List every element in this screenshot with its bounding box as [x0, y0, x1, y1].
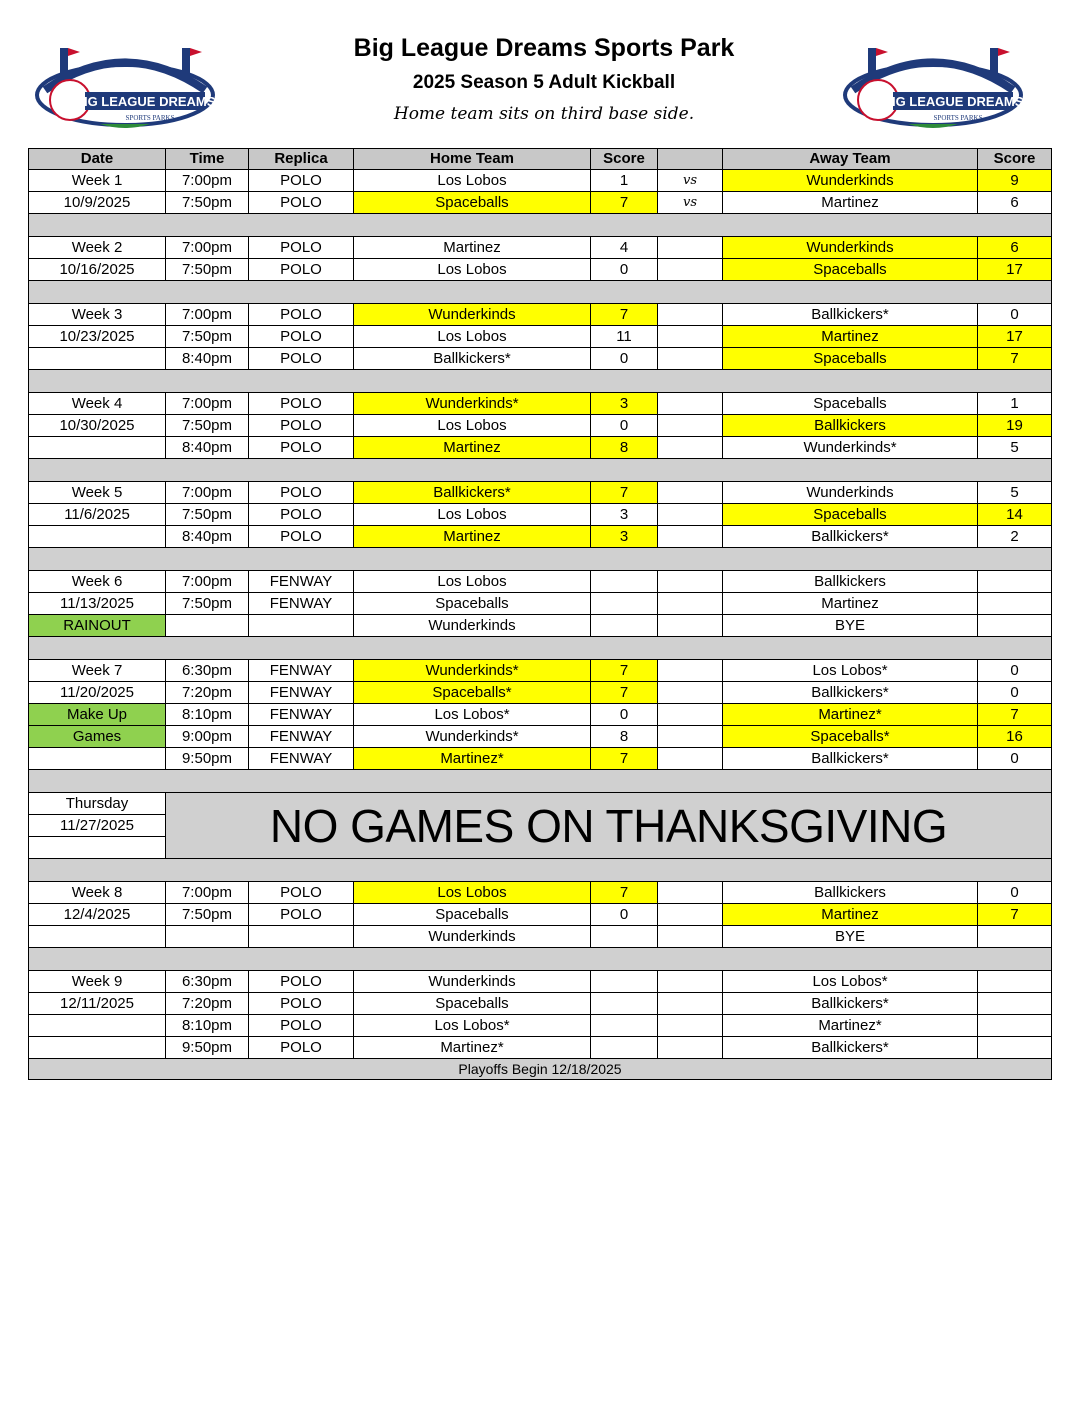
home-team-cell: Wunderkinds: [354, 926, 591, 948]
date-cell: Week 3: [29, 304, 166, 326]
away-team-cell: Martinez*: [723, 704, 978, 726]
away-score-cell: [978, 615, 1052, 637]
separator-cell: [29, 548, 1052, 571]
away-team-cell: Spaceballs: [723, 504, 978, 526]
game-row: [29, 571, 1052, 593]
away-team-cell: Wunderkinds*: [723, 437, 978, 459]
date-cell: Week 9: [29, 971, 166, 993]
away-score-cell: [978, 1037, 1052, 1059]
date-cell: RAINOUT: [29, 615, 166, 637]
home-score-cell: 0: [591, 259, 658, 281]
away-team-cell: Ballkickers: [723, 415, 978, 437]
replica-cell: POLO: [249, 1015, 354, 1037]
replica-cell: POLO: [249, 904, 354, 926]
vs-cell: [658, 593, 723, 615]
col-home-team: Home Team: [354, 149, 591, 170]
replica-cell: POLO: [249, 259, 354, 281]
vs-cell: [658, 259, 723, 281]
week-separator: [29, 281, 1052, 304]
away-team-cell: Wunderkinds: [723, 482, 978, 504]
home-score-cell: [591, 615, 658, 637]
away-score-cell: 2: [978, 526, 1052, 548]
separator-cell: [29, 770, 1052, 793]
away-team-cell: Martinez: [723, 904, 978, 926]
replica-cell: FENWAY: [249, 593, 354, 615]
home-team-cell: Ballkickers*: [354, 348, 591, 370]
game-row: [29, 904, 1052, 926]
vs-cell: [658, 393, 723, 415]
home-team-note: Home team sits on third base side.: [393, 104, 695, 124]
replica-cell: POLO: [249, 526, 354, 548]
home-team-cell: Martinez: [354, 526, 591, 548]
home-team-cell: Spaceballs*: [354, 682, 591, 704]
home-score-cell: 3: [591, 526, 658, 548]
away-team-cell: Ballkickers: [723, 571, 978, 593]
home-score-cell: 3: [591, 504, 658, 526]
away-team-cell: Martinez*: [723, 1015, 978, 1037]
home-team-cell: Los Lobos: [354, 170, 591, 192]
date-cell: [29, 437, 166, 459]
replica-cell: POLO: [249, 326, 354, 348]
time-cell: 8:40pm: [166, 437, 249, 459]
time-cell: 8:10pm: [166, 1015, 249, 1037]
home-team-cell: Wunderkinds: [354, 971, 591, 993]
home-team-cell: Spaceballs: [354, 192, 591, 214]
home-score-cell: 8: [591, 726, 658, 748]
time-cell: 8:40pm: [166, 526, 249, 548]
away-score-cell: 5: [978, 437, 1052, 459]
home-team-cell: Spaceballs: [354, 993, 591, 1015]
home-score-cell: 11: [591, 326, 658, 348]
game-row: [29, 971, 1052, 993]
away-team-cell: Ballkickers*: [723, 304, 978, 326]
big-league-dreams-logo-right: [838, 40, 1028, 130]
home-team-cell: Spaceballs: [354, 904, 591, 926]
replica-cell: POLO: [249, 237, 354, 259]
week-separator: [29, 370, 1052, 393]
date-cell: 10/9/2025: [29, 192, 166, 214]
game-row: [29, 259, 1052, 281]
vs-cell: [658, 748, 723, 770]
time-cell: 7:50pm: [166, 326, 249, 348]
home-score-cell: 1: [591, 170, 658, 192]
game-row: [29, 482, 1052, 504]
vs-cell: [658, 504, 723, 526]
away-score-cell: 17: [978, 326, 1052, 348]
away-team-cell: Ballkickers*: [723, 682, 978, 704]
away-team-cell: Los Lobos*: [723, 971, 978, 993]
col-replica: Replica: [249, 149, 354, 170]
vs-cell: [658, 682, 723, 704]
week-separator: [29, 459, 1052, 482]
home-score-cell: 7: [591, 660, 658, 682]
home-score-cell: [591, 993, 658, 1015]
separator-cell: [29, 214, 1052, 237]
time-cell: 7:50pm: [166, 593, 249, 615]
vs-cell: [658, 326, 723, 348]
date-cell: Games: [29, 726, 166, 748]
away-team-cell: Wunderkinds: [723, 237, 978, 259]
time-cell: 7:00pm: [166, 482, 249, 504]
col-away-team: Away Team: [723, 149, 978, 170]
time-cell: 7:50pm: [166, 259, 249, 281]
time-cell: 9:00pm: [166, 726, 249, 748]
away-score-cell: 5: [978, 482, 1052, 504]
time-cell: 7:50pm: [166, 415, 249, 437]
replica-cell: [249, 926, 354, 948]
replica-cell: POLO: [249, 393, 354, 415]
away-score-cell: 6: [978, 237, 1052, 259]
time-cell: 7:00pm: [166, 237, 249, 259]
time-cell: 7:00pm: [166, 571, 249, 593]
away-score-cell: 0: [978, 682, 1052, 704]
game-row: [29, 393, 1052, 415]
replica-cell: POLO: [249, 504, 354, 526]
svg-text:SPORTS PARKS: SPORTS PARKS: [933, 114, 983, 122]
home-team-cell: Spaceballs: [354, 593, 591, 615]
date-cell: 10/30/2025: [29, 415, 166, 437]
away-score-cell: 7: [978, 904, 1052, 926]
game-row: [29, 660, 1052, 682]
vs-cell: [658, 660, 723, 682]
game-row: [29, 748, 1052, 770]
home-team-cell: Martinez*: [354, 1037, 591, 1059]
home-team-cell: Los Lobos: [354, 259, 591, 281]
time-cell: 6:30pm: [166, 660, 249, 682]
game-row: [29, 526, 1052, 548]
away-team-cell: BYE: [723, 615, 978, 637]
away-team-cell: Martinez: [723, 593, 978, 615]
vs-cell: vs: [658, 170, 723, 192]
game-row: [29, 304, 1052, 326]
date-cell: [29, 926, 166, 948]
time-cell: 7:50pm: [166, 504, 249, 526]
home-team-cell: Wunderkinds*: [354, 726, 591, 748]
date-cell: Week 7: [29, 660, 166, 682]
home-score-cell: 0: [591, 348, 658, 370]
date-cell: 10/23/2025: [29, 326, 166, 348]
time-cell: 7:20pm: [166, 993, 249, 1015]
replica-cell: POLO: [249, 304, 354, 326]
date-cell: 11/13/2025: [29, 593, 166, 615]
away-team-cell: Ballkickers*: [723, 748, 978, 770]
vs-cell: vs: [658, 192, 723, 214]
time-cell: 7:50pm: [166, 192, 249, 214]
home-score-cell: 0: [591, 415, 658, 437]
game-row: [29, 593, 1052, 615]
vs-cell: [658, 348, 723, 370]
home-score-cell: 0: [591, 704, 658, 726]
vs-cell: [658, 904, 723, 926]
home-team-cell: Wunderkinds: [354, 615, 591, 637]
vs-cell: [658, 1015, 723, 1037]
time-cell: 7:00pm: [166, 304, 249, 326]
schedule-body-bottom: [29, 859, 1052, 1059]
replica-cell: POLO: [249, 882, 354, 904]
away-score-cell: [978, 926, 1052, 948]
away-score-cell: 0: [978, 882, 1052, 904]
date-cell: 12/11/2025: [29, 993, 166, 1015]
replica-cell: FENWAY: [249, 660, 354, 682]
time-cell: [166, 615, 249, 637]
home-score-cell: 7: [591, 482, 658, 504]
home-team-cell: Ballkickers*: [354, 482, 591, 504]
away-score-cell: 16: [978, 726, 1052, 748]
week-separator: [29, 859, 1052, 882]
time-cell: [166, 926, 249, 948]
date-cell: 12/4/2025: [29, 904, 166, 926]
home-score-cell: [591, 1015, 658, 1037]
date-cell: [29, 748, 166, 770]
away-team-cell: Ballkickers*: [723, 1037, 978, 1059]
home-team-cell: Wunderkinds: [354, 304, 591, 326]
week-separator: [29, 548, 1052, 571]
away-score-cell: [978, 593, 1052, 615]
time-cell: 7:00pm: [166, 170, 249, 192]
away-team-cell: Ballkickers*: [723, 526, 978, 548]
date-cell: Week 2: [29, 237, 166, 259]
game-row: [29, 993, 1052, 1015]
separator-cell: [29, 459, 1052, 482]
date-cell: Week 8: [29, 882, 166, 904]
vs-cell: [658, 415, 723, 437]
vs-cell: [658, 526, 723, 548]
time-cell: 7:00pm: [166, 393, 249, 415]
game-row: [29, 726, 1052, 748]
home-score-cell: 7: [591, 682, 658, 704]
away-score-cell: 17: [978, 259, 1052, 281]
home-team-cell: Martinez: [354, 237, 591, 259]
date-cell: [29, 526, 166, 548]
game-row: [29, 504, 1052, 526]
replica-cell: POLO: [249, 415, 354, 437]
thanksgiving-block: [29, 793, 1052, 859]
home-score-cell: [591, 971, 658, 993]
game-row: [29, 437, 1052, 459]
replica-cell: POLO: [249, 348, 354, 370]
home-team-cell: Martinez: [354, 437, 591, 459]
replica-cell: POLO: [249, 437, 354, 459]
home-score-cell: 7: [591, 882, 658, 904]
home-team-cell: Los Lobos: [354, 571, 591, 593]
week-separator: [29, 770, 1052, 793]
away-score-cell: [978, 571, 1052, 593]
vs-cell: [658, 615, 723, 637]
game-row: [29, 237, 1052, 259]
replica-cell: POLO: [249, 971, 354, 993]
separator-cell: [29, 948, 1052, 971]
away-team-cell: Spaceballs: [723, 348, 978, 370]
thanksgiving-message: NO GAMES ON THANKSGIVING: [166, 793, 1052, 859]
away-score-cell: 7: [978, 348, 1052, 370]
home-team-cell: Los Lobos*: [354, 704, 591, 726]
thanksgiving-day: Thursday: [29, 793, 166, 815]
schedule-body-top: [29, 170, 1052, 793]
home-team-cell: Los Lobos: [354, 504, 591, 526]
vs-cell: [658, 882, 723, 904]
away-score-cell: 1: [978, 393, 1052, 415]
col-vs: [658, 149, 723, 170]
replica-cell: FENWAY: [249, 571, 354, 593]
away-team-cell: Martinez: [723, 192, 978, 214]
thanksgiving-blank: [29, 837, 166, 859]
vs-cell: [658, 1037, 723, 1059]
page-title: Big League Dreams Sports Park: [353, 34, 735, 62]
date-cell: Week 6: [29, 571, 166, 593]
svg-text:BIG LEAGUE DREAMS: BIG LEAGUE DREAMS: [882, 94, 1024, 109]
vs-cell: [658, 571, 723, 593]
away-score-cell: 19: [978, 415, 1052, 437]
away-team-cell: Spaceballs*: [723, 726, 978, 748]
date-cell: [29, 1037, 166, 1059]
away-team-cell: Los Lobos*: [723, 660, 978, 682]
away-score-cell: [978, 993, 1052, 1015]
vs-cell: [658, 237, 723, 259]
page-header: [0, 0, 1088, 150]
away-team-cell: Ballkickers: [723, 882, 978, 904]
away-score-cell: 7: [978, 704, 1052, 726]
time-cell: 7:50pm: [166, 904, 249, 926]
away-score-cell: 14: [978, 504, 1052, 526]
time-cell: 9:50pm: [166, 1037, 249, 1059]
home-score-cell: 7: [591, 748, 658, 770]
date-cell: [29, 348, 166, 370]
home-score-cell: 7: [591, 192, 658, 214]
season-subtitle: 2025 Season 5 Adult Kickball: [412, 72, 676, 93]
home-score-cell: 7: [591, 304, 658, 326]
home-score-cell: [591, 926, 658, 948]
date-cell: Make Up: [29, 704, 166, 726]
away-score-cell: [978, 971, 1052, 993]
vs-cell: [658, 971, 723, 993]
home-team-cell: Los Lobos: [354, 326, 591, 348]
date-cell: 11/6/2025: [29, 504, 166, 526]
game-row: [29, 326, 1052, 348]
away-team-cell: Martinez: [723, 326, 978, 348]
home-team-cell: Los Lobos*: [354, 1015, 591, 1037]
home-score-cell: 0: [591, 904, 658, 926]
game-row: [29, 415, 1052, 437]
away-score-cell: 0: [978, 748, 1052, 770]
col-away-score: Score: [978, 149, 1052, 170]
home-score-cell: 3: [591, 393, 658, 415]
home-team-cell: Los Lobos: [354, 415, 591, 437]
home-score-cell: [591, 571, 658, 593]
separator-cell: [29, 370, 1052, 393]
home-team-cell: Martinez*: [354, 748, 591, 770]
home-score-cell: 4: [591, 237, 658, 259]
vs-cell: [658, 993, 723, 1015]
away-team-cell: Spaceballs: [723, 259, 978, 281]
replica-cell: FENWAY: [249, 704, 354, 726]
vs-cell: [658, 726, 723, 748]
away-score-cell: 9: [978, 170, 1052, 192]
time-cell: 7:00pm: [166, 882, 249, 904]
away-score-cell: 6: [978, 192, 1052, 214]
replica-cell: POLO: [249, 192, 354, 214]
time-cell: 9:50pm: [166, 748, 249, 770]
game-row: [29, 192, 1052, 214]
col-time: Time: [166, 149, 249, 170]
column-header-row: [29, 149, 1052, 170]
home-team-cell: Wunderkinds*: [354, 393, 591, 415]
game-row: [29, 1015, 1052, 1037]
vs-cell: [658, 437, 723, 459]
footer-row: [29, 1059, 1052, 1080]
vs-cell: [658, 304, 723, 326]
away-team-cell: Wunderkinds: [723, 170, 978, 192]
game-row: [29, 926, 1052, 948]
replica-cell: POLO: [249, 170, 354, 192]
vs-cell: [658, 482, 723, 504]
date-cell: Week 4: [29, 393, 166, 415]
date-cell: Week 1: [29, 170, 166, 192]
game-row: [29, 170, 1052, 192]
away-team-cell: Ballkickers*: [723, 993, 978, 1015]
replica-cell: FENWAY: [249, 682, 354, 704]
time-cell: 8:10pm: [166, 704, 249, 726]
vs-cell: [658, 704, 723, 726]
time-cell: 6:30pm: [166, 971, 249, 993]
time-cell: 8:40pm: [166, 348, 249, 370]
svg-text:SPORTS PARKS: SPORTS PARKS: [125, 114, 175, 122]
game-row: [29, 1037, 1052, 1059]
home-score-cell: [591, 593, 658, 615]
separator-cell: [29, 637, 1052, 660]
replica-cell: FENWAY: [249, 748, 354, 770]
away-score-cell: 0: [978, 660, 1052, 682]
separator-cell: [29, 859, 1052, 882]
playoffs-note: Playoffs Begin 12/18/2025: [29, 1059, 1052, 1080]
replica-cell: POLO: [249, 1037, 354, 1059]
home-score-cell: 8: [591, 437, 658, 459]
date-cell: [29, 1015, 166, 1037]
game-row: [29, 615, 1052, 637]
thanksgiving-date: 11/27/2025: [29, 815, 166, 837]
home-team-cell: Los Lobos: [354, 882, 591, 904]
replica-cell: POLO: [249, 993, 354, 1015]
home-score-cell: [591, 1037, 658, 1059]
replica-cell: [249, 615, 354, 637]
time-cell: 7:20pm: [166, 682, 249, 704]
vs-cell: [658, 926, 723, 948]
home-team-cell: Wunderkinds*: [354, 660, 591, 682]
col-date: Date: [29, 149, 166, 170]
game-row: [29, 704, 1052, 726]
away-score-cell: [978, 1015, 1052, 1037]
separator-cell: [29, 281, 1052, 304]
week-separator: [29, 637, 1052, 660]
svg-text:BIG LEAGUE DREAMS: BIG LEAGUE DREAMS: [74, 94, 216, 109]
col-home-score: Score: [591, 149, 658, 170]
date-cell: 10/16/2025: [29, 259, 166, 281]
week-separator: [29, 948, 1052, 971]
replica-cell: POLO: [249, 482, 354, 504]
away-team-cell: BYE: [723, 926, 978, 948]
game-row: [29, 882, 1052, 904]
week-separator: [29, 214, 1052, 237]
date-cell: 11/20/2025: [29, 682, 166, 704]
replica-cell: FENWAY: [249, 726, 354, 748]
away-team-cell: Spaceballs: [723, 393, 978, 415]
game-row: [29, 348, 1052, 370]
schedule-table: [28, 148, 1052, 1080]
away-score-cell: 0: [978, 304, 1052, 326]
date-cell: Week 5: [29, 482, 166, 504]
game-row: [29, 682, 1052, 704]
